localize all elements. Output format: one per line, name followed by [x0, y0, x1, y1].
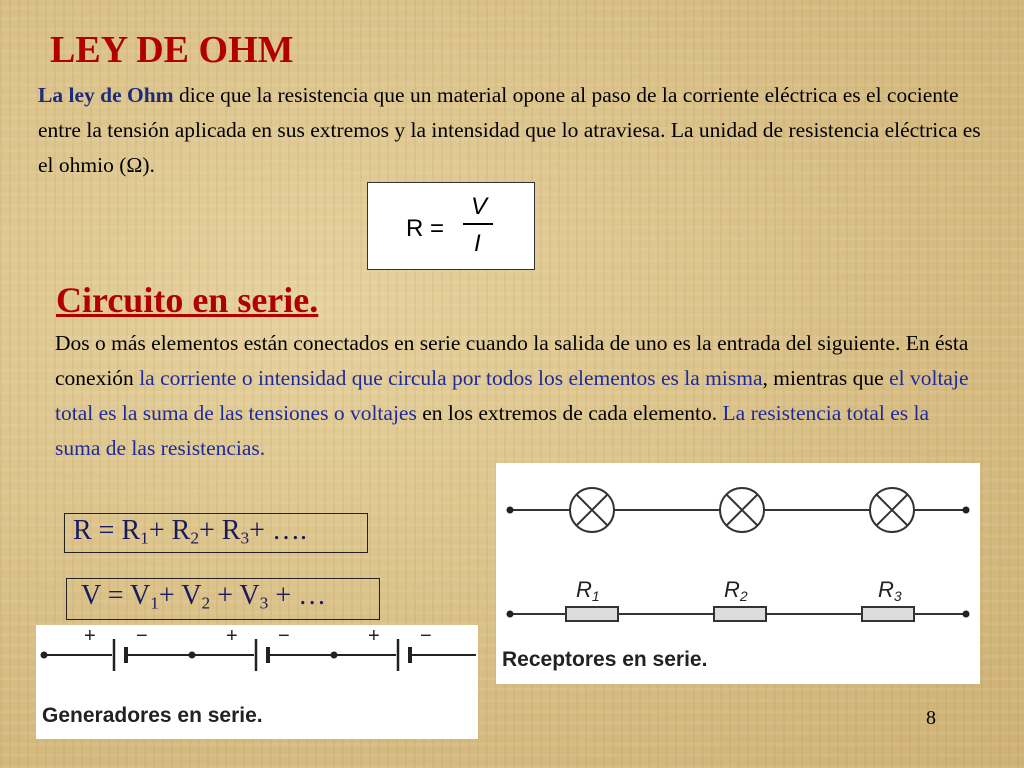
- terminal-dot: [507, 611, 514, 618]
- eq-r-part2: + R: [199, 515, 241, 546]
- generadores-svg: [36, 625, 478, 739]
- battery-1-minus: −: [136, 625, 148, 647]
- resistor-2-icon: [714, 607, 766, 621]
- ohm-paragraph: [38, 78, 988, 183]
- eq-r-sub1: 1: [140, 528, 149, 548]
- serie-blue-2: el voltaje total es la suma de las tensiones o voltajes: [55, 366, 969, 425]
- eq-r-sub3: 3: [240, 528, 250, 548]
- terminal-dot: [963, 611, 970, 618]
- serie-text-1: Dos o más elementos están conectados en serie cuando la salida de uno es la entrada del siguiente. En ésta conexión: [55, 331, 969, 390]
- formula-lhs: R =: [406, 215, 445, 242]
- eq-v-sub3: 3: [259, 593, 269, 613]
- eq-v-part1: + V: [158, 580, 202, 611]
- eq-v-part2: + V: [210, 580, 260, 611]
- receptores-svg: [496, 463, 980, 684]
- junction-dot: [331, 652, 338, 659]
- title-ley-de-ohm: LEY DE OHM: [50, 29, 294, 71]
- receptores-diagram: [496, 463, 980, 684]
- serie-text-3: en los extremos de cada elemento.: [416, 401, 723, 425]
- eq-v-tail: + …: [268, 580, 327, 611]
- eq-r-sub2: 2: [190, 528, 199, 548]
- serie-paragraph: [55, 326, 975, 466]
- battery-1-plus: +: [84, 625, 96, 647]
- receptores-caption: Receptores en serie.: [502, 648, 708, 671]
- battery-3-plus: +: [368, 625, 380, 647]
- battery-3-minus: −: [420, 625, 432, 647]
- resistor-3-icon: [862, 607, 914, 621]
- formula-denominator: I: [474, 230, 481, 257]
- battery-2-minus: −: [278, 625, 290, 647]
- ohm-formula-image: [367, 182, 535, 270]
- resistor-label: R1: [576, 577, 600, 604]
- ohm-formula-svg: [368, 183, 534, 269]
- terminal-dot: [41, 652, 48, 659]
- terminal-dot: [507, 507, 514, 514]
- eq-r-part1: + R: [148, 515, 191, 546]
- junction-dot: [189, 652, 196, 659]
- ohm-bold-lead: La ley de Ohm: [38, 83, 174, 107]
- serie-blue-3: La resistencia total es la suma de las resistencias.: [55, 401, 930, 460]
- title-circuito-en-serie: Circuito en serie.: [56, 280, 319, 320]
- resistor-1-icon: [566, 607, 618, 621]
- eq-v-lhs: V = V: [81, 580, 151, 611]
- eq-v-sub2: 2: [201, 593, 211, 613]
- eq-r-lhs: R = R: [73, 515, 141, 546]
- eq-r-tail: + ….: [249, 515, 307, 546]
- generadores-diagram: [36, 625, 478, 739]
- serie-blue-1: la corriente o intensidad que circula por todos los elementos es la misma: [139, 366, 763, 390]
- serie-text-2: , mientras que: [762, 366, 890, 390]
- battery-2-plus: +: [226, 625, 238, 647]
- eq-v-sub1: 1: [150, 593, 159, 613]
- resistor-label: R2: [724, 577, 748, 604]
- generadores-caption: Generadores en serie.: [42, 704, 263, 727]
- equation-voltage-total: [66, 578, 380, 620]
- ohm-text: dice que la resistencia que un material opone al paso de la corriente eléctrica es el cociente entre la tensión aplicada en sus extremos y la intensidad que lo atraviesa. La unidad de resistencia eléctrica es el ohmio (Ω).: [38, 83, 981, 177]
- page-number: 8: [926, 707, 936, 729]
- terminal-dot: [963, 507, 970, 514]
- resistor-label: R3: [878, 577, 902, 604]
- formula-numerator: V: [471, 193, 488, 220]
- equation-resistance-total: [64, 513, 368, 553]
